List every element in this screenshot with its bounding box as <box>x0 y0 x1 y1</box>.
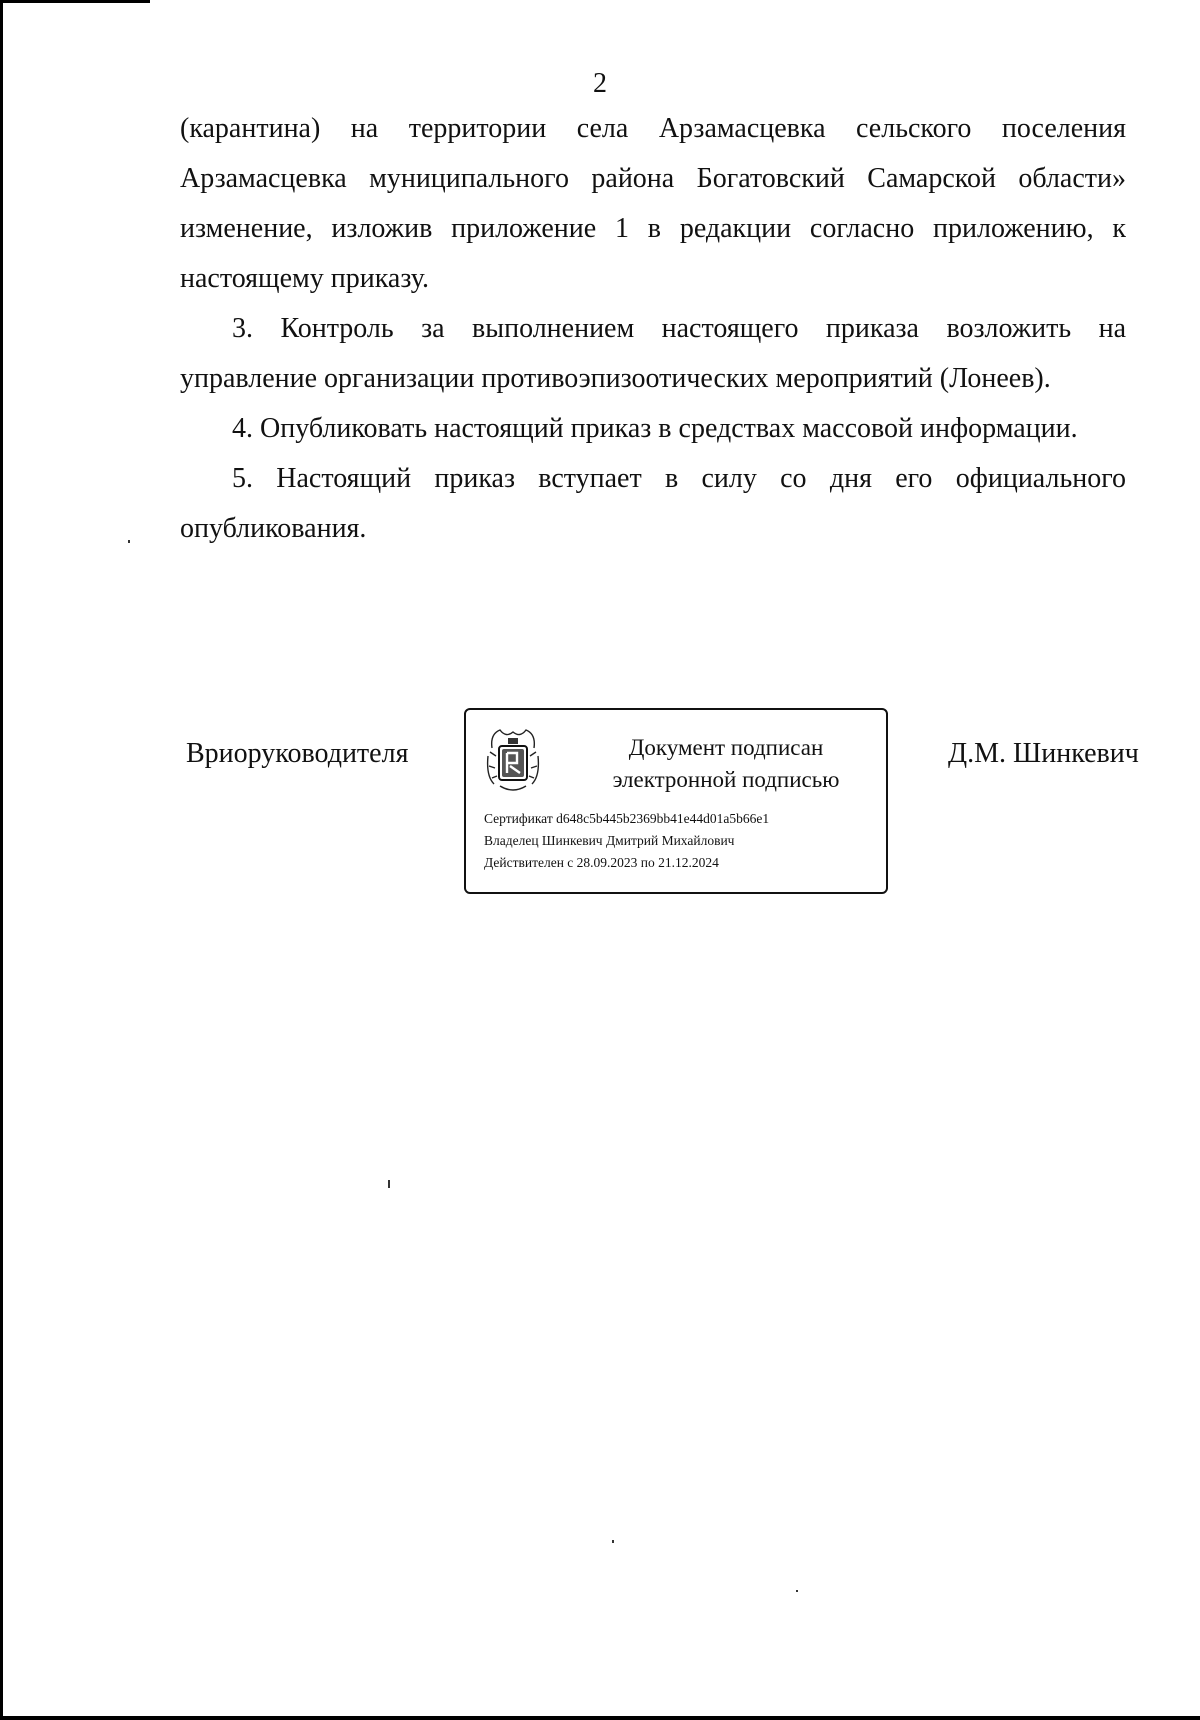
stamp-title-line: электронной подписью <box>612 767 840 792</box>
paragraph-item-4: 4. Опубликовать настоящий приказ в средствах массовой информации. <box>232 413 1078 444</box>
paragraph-continuation: (карантина) на территории села Арзамасцевка сельского поселения Арзамасцевка муниципального района Богатовский Самарской области» изменение, изложив приложение 1 в редакции согласно приложению, к настоящему приказу. <box>180 113 1126 294</box>
page-border <box>0 1716 1200 1720</box>
stamp-title <box>576 732 876 796</box>
certificate-number: Сертификат d648c5b445b2369bb41e44d01a5b66e1 <box>484 811 770 826</box>
stamp-details <box>484 808 769 874</box>
scan-speck <box>388 1180 390 1188</box>
scan-speck <box>612 1540 614 1543</box>
electronic-signature-stamp <box>464 708 888 894</box>
paragraph-item-3: 3. Контроль за выполнением настоящего приказа возложить на управление организации противоэпизоотических мероприятий (Лонеев). <box>180 313 1126 394</box>
paragraph-item-5: 5. Настоящий приказ вступает в силу со дня его официального опубликования. <box>180 463 1126 544</box>
signer-title: Вриоруководителя <box>186 738 409 769</box>
page-border <box>0 0 150 3</box>
scan-speck <box>796 1590 798 1592</box>
stamp-title-line: Документ подписан <box>628 735 824 760</box>
signer-name: Д.М. Шинкевич <box>948 738 1139 769</box>
certificate-validity: Действителен с 28.09.2023 по 21.12.2024 <box>484 855 719 870</box>
document-body <box>180 104 1126 554</box>
certificate-owner: Владелец Шинкевич Дмитрий Михайлович <box>484 833 735 848</box>
coat-of-arms-icon <box>486 726 540 796</box>
scan-speck <box>128 540 130 543</box>
page-number: 2 <box>593 68 607 99</box>
page-border <box>0 0 3 1720</box>
